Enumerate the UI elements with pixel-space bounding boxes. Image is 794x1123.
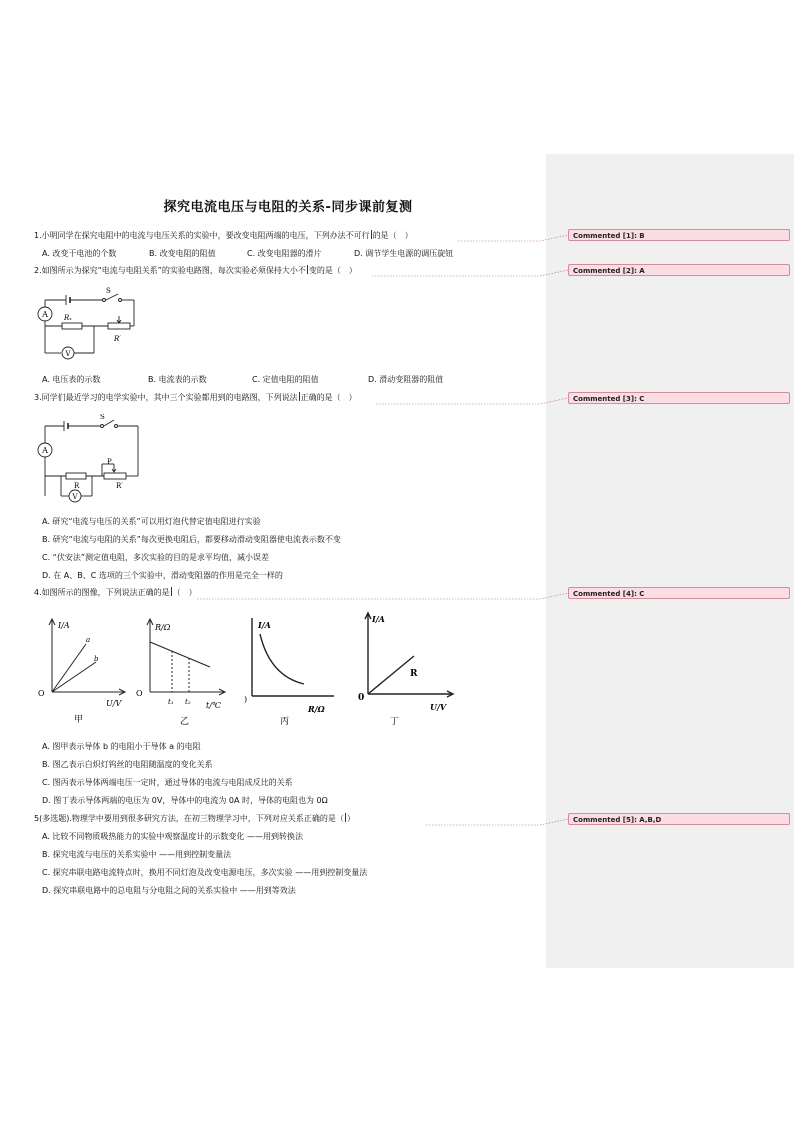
q2-option-b: B. 电流表的示数 [148, 375, 207, 384]
circuit2-resistor-label: R [74, 482, 80, 490]
q1-option-d: D. 调节学生电源的调压旋钮 [354, 249, 454, 258]
graph-jia-line-a: a [86, 636, 91, 644]
graph-bing [240, 612, 340, 726]
graph-jia-line-b: b [94, 655, 99, 663]
comment-1[interactable]: Commented [1]: B [568, 229, 790, 241]
q2-option-c: C. 定值电阻的阻值 [252, 375, 319, 384]
question-3-stem: 3.同学们最近学习的电学实验中，其中三个实验都用到的电路图，下列说法 正确的是（ ） [34, 393, 357, 402]
graph-yi-x-label: t/℃ [206, 701, 221, 710]
graph-jia-x-label: U/V [106, 699, 122, 708]
graph-yi-y-label: R/Ω [155, 623, 171, 632]
circuit2-voltmeter-label: V [72, 493, 78, 501]
question-5-stem: 5(多选题).物理学中要用到很多研究方法，在初三物理学习中，下列对应关系正确的是（ ） [34, 814, 355, 823]
graph-yi-origin: O [136, 689, 143, 698]
graph-ding-y-label: I/A [372, 614, 385, 624]
graph-yi [132, 612, 232, 726]
q5-option-b: B. 探究电流与电压的关系实验中 ——用到控制变量法 [42, 850, 232, 859]
graph-ding-x-label: U/V [430, 702, 447, 712]
q2-option-d: D. 滑动变阻器的阻值 [368, 375, 444, 384]
circuit2-slider-label: P [107, 458, 112, 466]
graph-jia-origin: O [38, 689, 45, 698]
question-2-stem: 2.如图所示为探究“电流与电阻关系”的实验电路图，每次实验必须保持大小不 变的是（ ） [34, 266, 357, 275]
graph-ding-line-label: R [410, 669, 418, 679]
q3-option-c: C. “伏安法”测定值电阻，多次实验的目的是求平均值，减小误差 [42, 553, 269, 562]
comment-5[interactable]: Commented [5]: A,B,D [568, 813, 790, 825]
graph-ding-caption: 丁 [390, 717, 400, 726]
circuit1-rheostat-label: R′ [114, 335, 121, 343]
q1-option-c: C. 改变电阻器的滑片 [247, 249, 322, 258]
q1-option-b: B. 改变电阻的阻值 [149, 249, 216, 258]
q4-option-d: D. 图丁表示导体两端的电压为 0V，导体中的电流为 0A 时，导体的电阻也为 0Ω [42, 796, 328, 805]
circuit1-voltmeter-label: V [65, 350, 71, 358]
graph-bing-x-label: R/Ω [308, 704, 325, 714]
comment-2[interactable]: Commented [2]: A [568, 264, 790, 276]
page-title: 探究电流电压与电阻的关系-同步课前复测 [163, 200, 413, 215]
graph-jia-caption: 甲 [74, 715, 84, 725]
circuit2-rheostat-label: R′ [116, 482, 123, 490]
graph-yi-t1: t₁ [168, 698, 174, 706]
circuit2-ammeter-label: A [42, 446, 48, 455]
q5-option-a: A. 比较不同物质吸热能力的实验中观察温度计的示数变化 ——用到转换法 [42, 832, 303, 841]
circuit1-resistor-label: Rₓ [64, 314, 72, 322]
q1-option-a: A. 改变干电池的个数 [42, 249, 117, 258]
question-1-stem: 1.小明同学在探究电阻中的电流与电压关系的实验中，要改变电阻两端的电压，下列办法不可行 的是（ ） [34, 231, 413, 240]
circuit-diagram-1 [36, 286, 142, 362]
comment-3[interactable]: Commented [3]: C [568, 392, 790, 404]
q4-option-c: C. 图丙表示导体两端电压一定时，通过导体的电流与电阻成反比的关系 [42, 778, 293, 787]
comment-4[interactable]: Commented [4]: C [568, 587, 790, 599]
circuit-diagram-2 [36, 414, 142, 506]
graph-ding-origin: 0 [358, 693, 365, 703]
q3-option-b: B. 研究“电流与电阻的关系”每次更换电阻后，都要移动滑动变阻器使电流表示数不变 [42, 535, 341, 544]
circuit1-switch-label: S [106, 287, 111, 295]
graph-jia [34, 612, 130, 726]
graph-bing-origin: ) [244, 695, 248, 704]
graph-jia-y-label: I/A [58, 621, 70, 630]
q3-option-d: D. 在 A、B、C 选项的三个实验中，滑动变阻器的作用是完全一样的 [42, 571, 283, 580]
q3-option-a: A. 研究“电流与电压的关系”可以用灯泡代替定值电阻进行实验 [42, 517, 261, 526]
q2-option-a: A. 电压表的示数 [42, 375, 101, 384]
graph-bing-y-label: I/A [258, 620, 271, 630]
q5-option-d: D. 探究串联电路中的总电阻与分电阻之间的关系实验中 ——用到等效法 [42, 886, 296, 895]
q4-option-b: B. 图乙表示白炽灯钨丝的电阻随温度的变化关系 [42, 760, 213, 769]
q4-option-a: A. 图甲表示导体 b 的电阻小于导体 a 的电阻 [42, 742, 201, 751]
graph-ding [354, 608, 458, 726]
question-4-stem: 4.如图所示的图像，下列说法正确的是 （ ） [34, 588, 197, 597]
q5-option-c: C. 探究串联电路电流特点时，换用不同灯泡及改变电源电压，多次实验 ——用到控制变量法 [42, 868, 368, 877]
graph-bing-caption: 丙 [280, 717, 290, 726]
circuit2-switch-label: S [100, 414, 105, 421]
circuit1-ammeter-label: A [42, 310, 48, 319]
graph-yi-caption: 乙 [180, 717, 190, 726]
graph-yi-t2: t₂ [185, 698, 191, 706]
